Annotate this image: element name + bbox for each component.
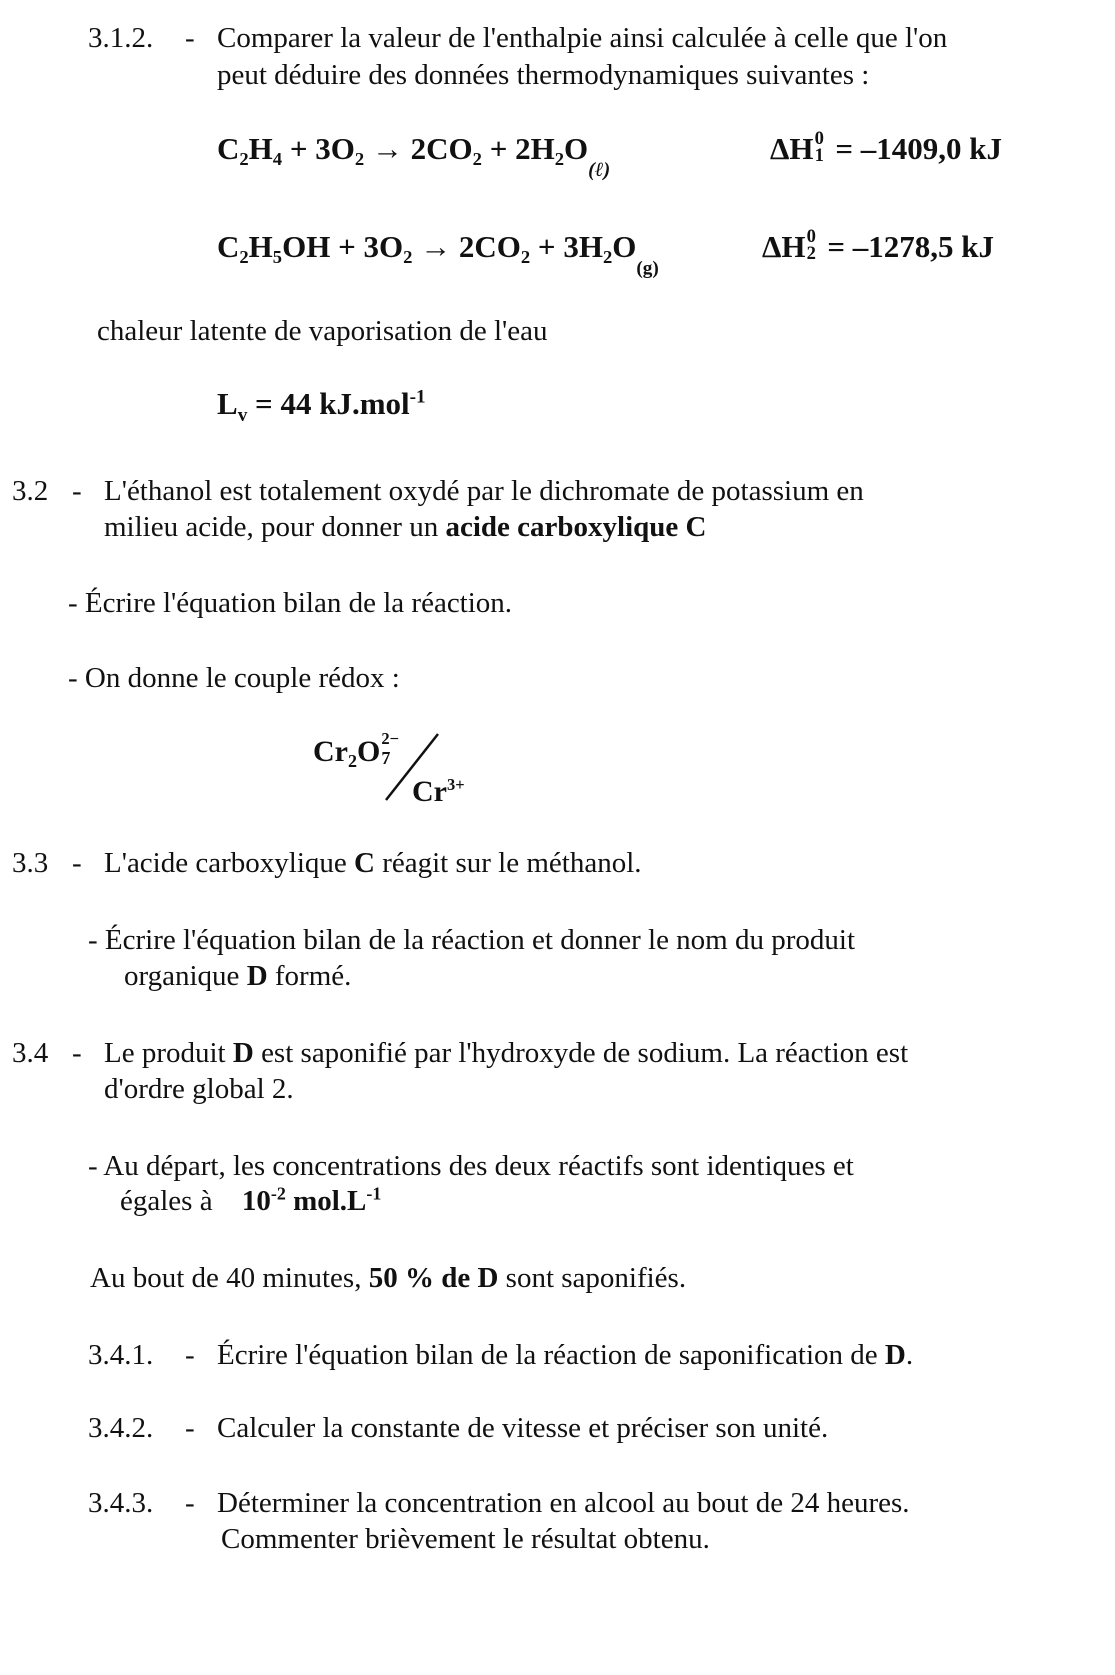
q32-bullet-redox: - On donne le couple rédox :: [68, 662, 400, 694]
redox-ox-formula: Cr₂O: [313, 735, 381, 768]
q33-b2-c: formé.: [267, 960, 352, 992]
q33-dash: -: [72, 847, 82, 879]
q32-acid-c: acide carboxylique C: [445, 511, 707, 543]
q34-number: 3.4: [12, 1037, 49, 1069]
q33-bullet-line2: [124, 958, 351, 994]
latent-sub: v: [237, 405, 248, 427]
eq1-dh-label: ΔH: [770, 131, 814, 166]
q33-text-c: réagit sur le méthanol.: [374, 847, 642, 879]
eq2-state: (g): [636, 258, 659, 280]
q32-line1: L'éthanol est totalement oxydé par le dichromate de potassium en: [104, 475, 864, 507]
q34-dash: -: [72, 1037, 82, 1069]
q33-b2-a: organique: [124, 960, 247, 992]
q33-product-d: D: [246, 960, 268, 992]
q33-line1: [104, 845, 642, 881]
eq1-state: (ℓ): [588, 159, 611, 182]
q34-bullet-line2: [120, 1183, 381, 1219]
redox-ox-sub: 7: [381, 748, 391, 768]
q34-concentration: [242, 1185, 382, 1217]
conc-exp: -2: [270, 1183, 286, 1204]
q34-after-b: 50 % de D: [368, 1262, 499, 1294]
eq2-dh-sup: 0: [806, 226, 816, 247]
q341-text-a: Écrire l'équation bilan de la réaction de saponification de: [217, 1339, 885, 1371]
q34-line2: d'ordre global 2.: [104, 1073, 294, 1105]
q32-line2-text: milieu acide, pour donner un: [104, 511, 446, 543]
q32-bullet-equation: - Écrire l'équation bilan de la réaction.: [68, 587, 513, 619]
latent-l: L: [217, 386, 238, 421]
q341-dash: -: [185, 1339, 195, 1371]
latent-heat-formula: [217, 385, 426, 427]
q34-after: [90, 1260, 686, 1296]
eq2-dh-label: ΔH: [762, 229, 806, 264]
q34-after-c: sont saponifiés.: [498, 1262, 687, 1294]
q34-text-a: Le produit: [104, 1037, 233, 1069]
q341-text-c: .: [905, 1339, 914, 1371]
q34-bullet-line1: - Au départ, les concentrations des deux réactifs sont identiques et: [88, 1150, 854, 1182]
q312-line1: Comparer la valeur de l'enthalpie ainsi calculée à celle que l'on: [217, 22, 948, 54]
redox-red-charge: 3+: [446, 775, 465, 794]
q341-text: [217, 1337, 913, 1373]
q34-line1: [104, 1035, 908, 1071]
redox-red-formula: Cr: [412, 775, 447, 808]
q342-number: 3.4.2.: [88, 1412, 154, 1444]
equation-ethylene-combustion: [217, 130, 611, 182]
q32-number: 3.2: [12, 475, 49, 507]
q312-line2: peut déduire des données thermodynamiques suivantes :: [217, 59, 870, 91]
q33-text-a: L'acide carboxylique: [104, 847, 354, 879]
q34-egales: égales à: [120, 1185, 213, 1217]
eq2-reaction: C₂H₅OH + 3O₂ → 2CO₂ + 3H₂O: [217, 229, 637, 264]
conc-main: 10: [241, 1185, 271, 1217]
eq1-dh-sup: 0: [814, 128, 824, 149]
q341-number: 3.4.1.: [88, 1339, 154, 1371]
q343-line2: Commenter brièvement le résultat obtenu.: [221, 1523, 710, 1555]
eq2-enthalpy: [762, 228, 994, 267]
q312-dash: -: [185, 22, 195, 54]
q343-dash: -: [185, 1487, 195, 1519]
redox-ox-charge: 2−: [381, 729, 399, 748]
q343-number: 3.4.3.: [88, 1487, 154, 1519]
q34-after-a: Au bout de 40 minutes,: [90, 1262, 369, 1294]
q343-line1: Déterminer la concentration en alcool au bout de 24 heures.: [217, 1487, 910, 1519]
q312-number: 3.1.2.: [88, 22, 154, 54]
q341-product-d: D: [884, 1339, 906, 1371]
eq2-dh-sub: 2: [806, 243, 816, 264]
eq1-dh-value: = –1409,0 kJ: [835, 131, 1002, 166]
eq2-dh-value: = –1278,5 kJ: [827, 229, 994, 264]
eq1-dh-sub: 1: [814, 145, 824, 166]
q32-dash: -: [72, 475, 82, 507]
q32-line2: [104, 509, 706, 545]
q33-bullet-line1: - Écrire l'équation bilan de la réaction et donner le nom du produit: [88, 924, 856, 956]
conc-unit: mol.L: [285, 1185, 367, 1217]
q342-dash: -: [185, 1412, 195, 1444]
q33-acid-c: C: [354, 847, 375, 879]
q33-number: 3.3: [12, 847, 49, 879]
eq1-reaction: C₂H₄ + 3O₂ → 2CO₂ + 2H₂O: [217, 131, 589, 166]
equation-ethanol-combustion: [217, 228, 659, 280]
latent-heat-text: chaleur latente de vaporisation de l'eau: [97, 315, 548, 347]
q342-text: Calculer la constante de vitesse et préciser son unité.: [217, 1412, 829, 1444]
conc-unit-exp: -1: [366, 1183, 382, 1204]
q34-product-d: D: [232, 1037, 254, 1069]
latent-exp: -1: [409, 386, 426, 408]
redox-reductant: [412, 773, 465, 811]
latent-value: = 44 kJ.mol: [247, 386, 410, 421]
q34-text-c: est saponifié par l'hydroxyde de sodium. La réaction est: [253, 1037, 909, 1069]
eq1-enthalpy: [770, 130, 1002, 169]
